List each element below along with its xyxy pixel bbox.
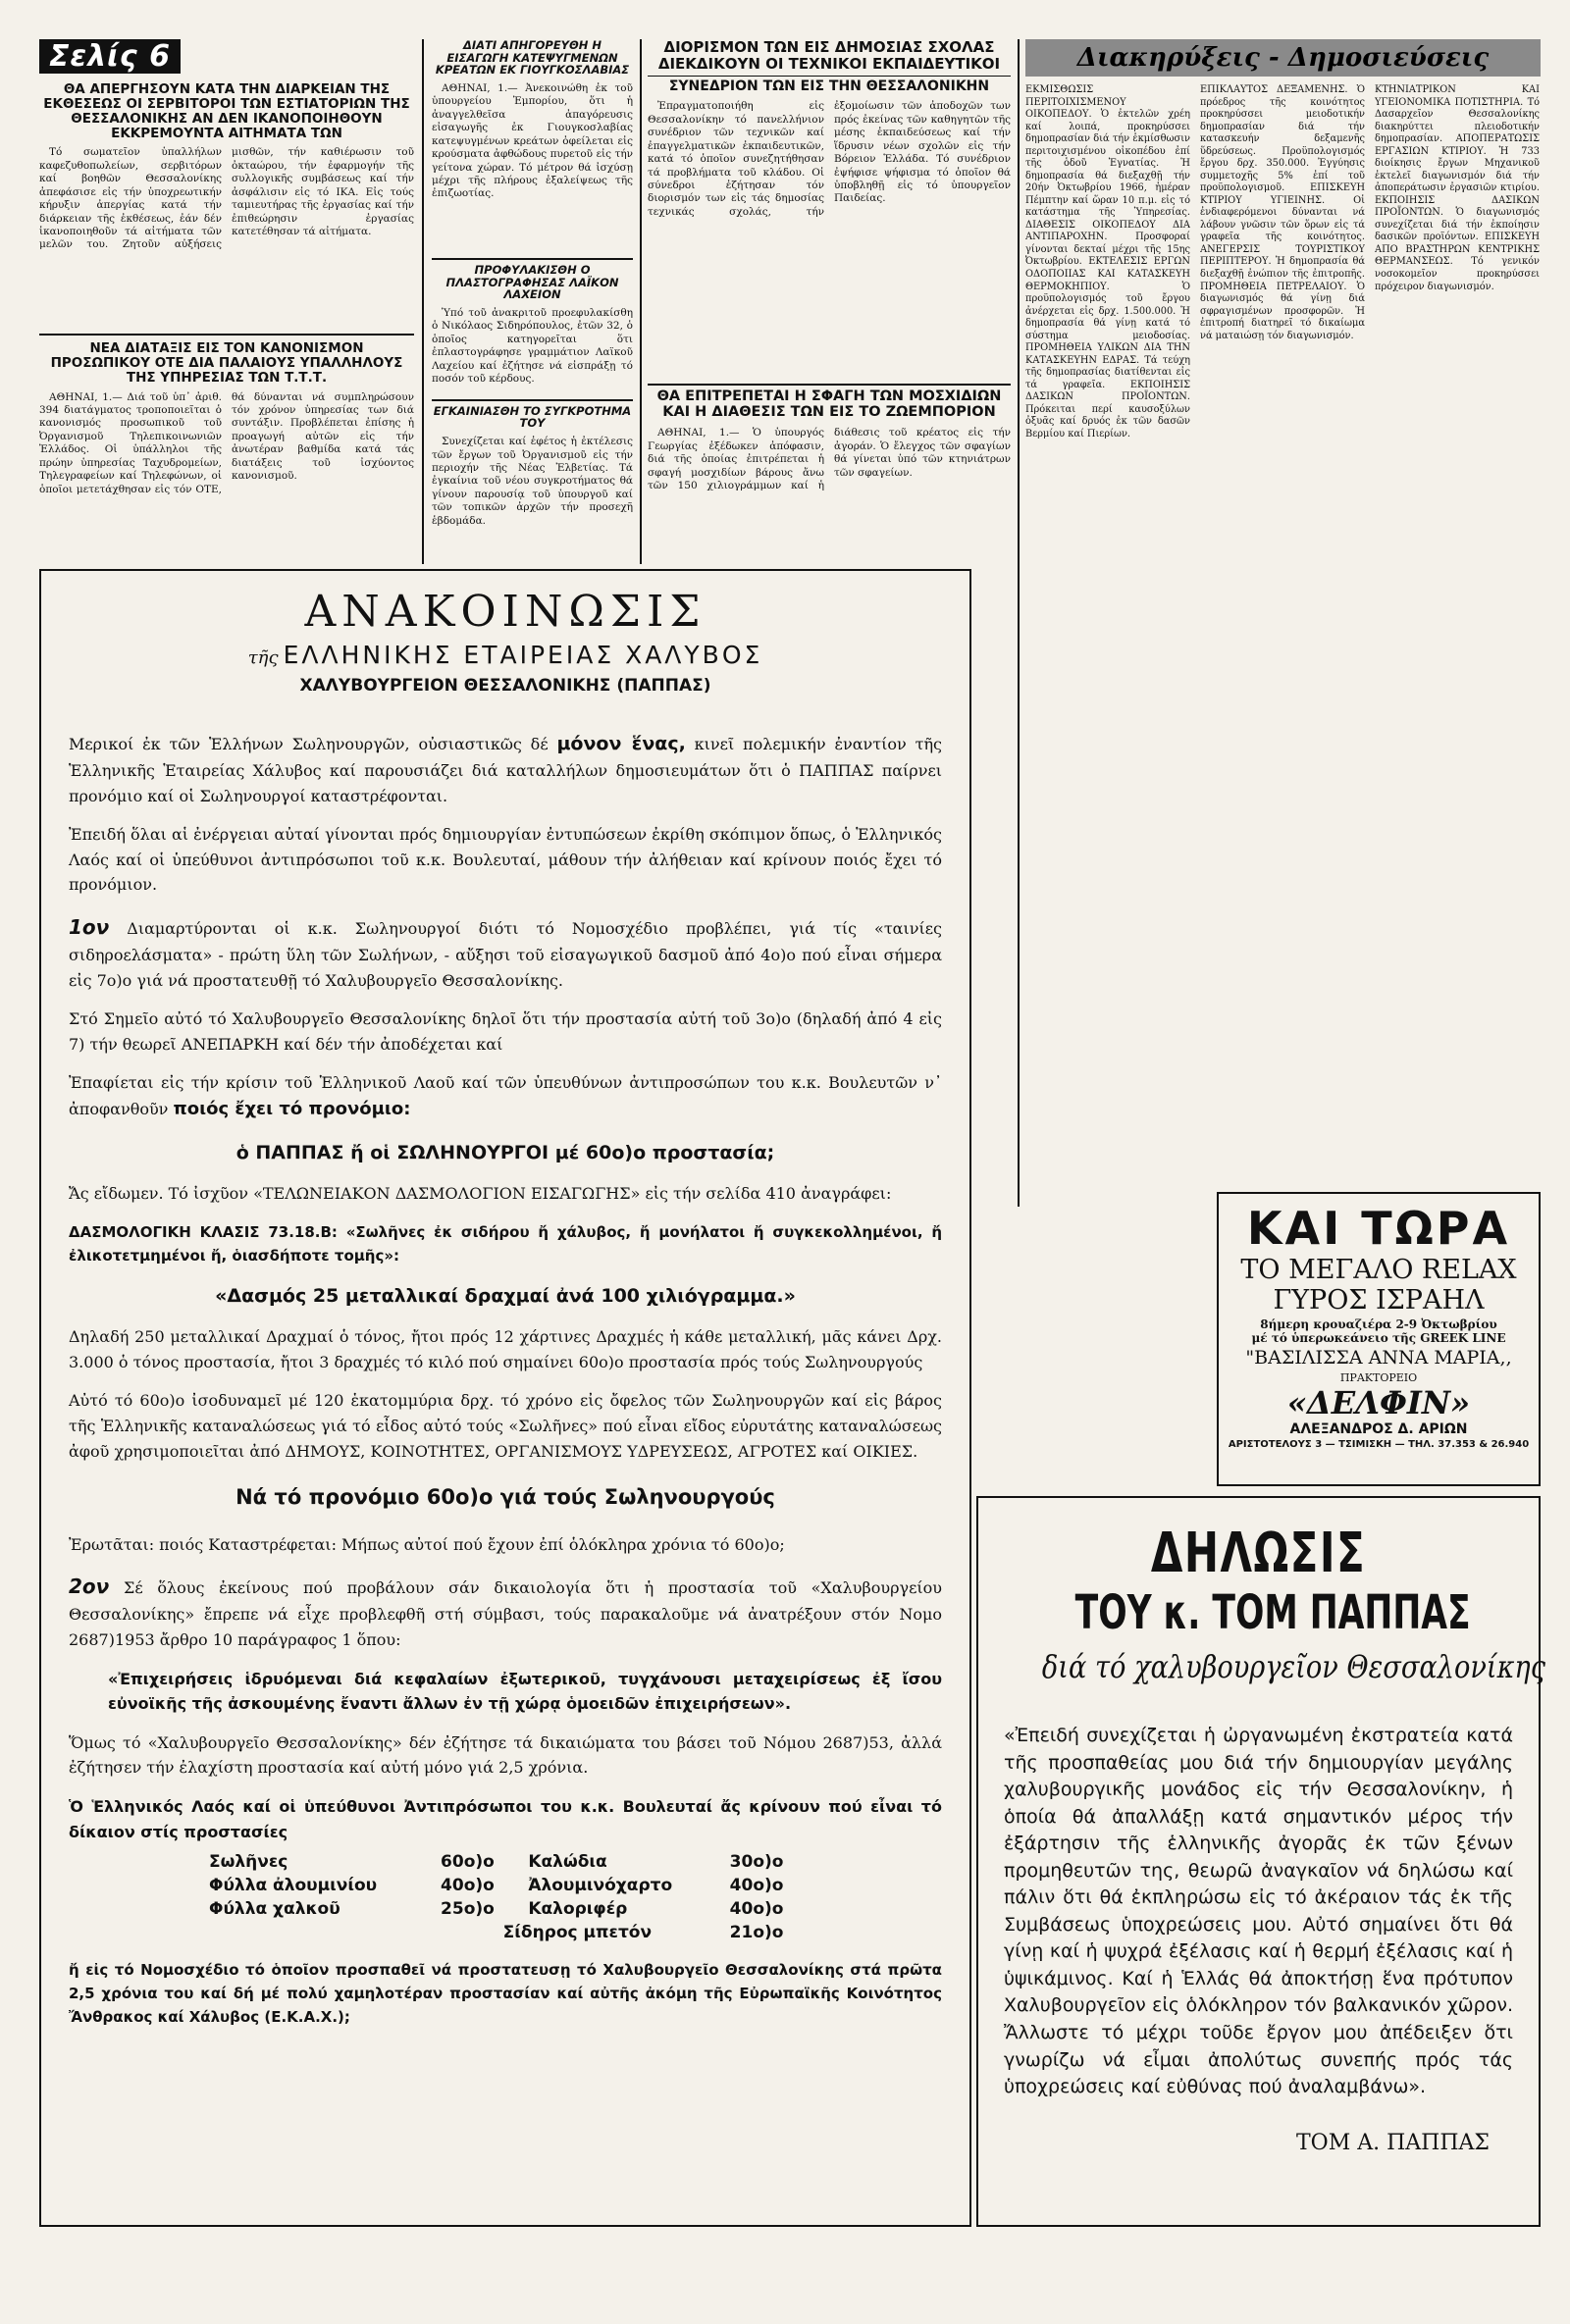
ann-para-12: Νά τό προνόμιο 60ο)ο γιά τούς Σωληνουργούς (236, 1485, 775, 1510)
statement-author: ΤΟΥ κ. ΤΟΜ ΠΑΠΠΑΣ (1074, 1585, 1471, 1640)
ad-headline: ΚΑΙ ΤΩΡΑ (1246, 1202, 1511, 1255)
ann-para-16: Ὅμως τό «Χαλυβουργεῖο Θεσσαλονίκης» δέν ἐζήτησε τά δικαιώματα του βάσει τοῦ Νόμου 2687)53, ἀλλά ἐζήτησεν τήν ἐλαχίστη προστασία καί αὐτή μόνο γιά 2,5 χρόνια. (69, 1732, 942, 1778)
article-teachers (648, 39, 1011, 525)
statement-body: «Ἐπειδή συνεχίζεται ἡ ὠργανωμένη ἐκστρατεία κατά τῆς προσπαθείας μου διά τήν δημιουργίαν μεγάλης χαλυβουργικῆς μονάδος εἰς τήν Θεσσαλονίκην, ἡ ὁποία θά ἀπαλλάξῃ κατά σημαντικόν μέρος τήν ἐξάρτησιν τῆς ἑλληνικῆς ἀγορᾶς ἐκ τῶν ξένων προμηθευτῶν της, θεωρῶ ἀναγκαῖον νά δηλώσω καί πάλιν ὅτι θά ἐκπληρώσω εἰς τό ἀκέραιον τάς ἐκ τῆς Συμβάσεως ὑποχρεώσεις μου. Αὐτό σημαίνει ὅτι θά γίνῃ καί ἡ ψυχρά ἐξέλασις καί ἡ θερμή ἐξέλασις καί ἡ ὑψικάμινος. Καί ἡ Ἑλλάς θά ἀποκτήσῃ ἕνα πρότυπον Χαλυβουργεῖον εἰς ὁλόκληρον τόν βαλκανικόν χῶρον. Ἄλλωστε τό μέχρι τοῦδε ἔργον μου ἀπέδειξεν ὅτι γνωρίζω νά εἶμαι ἀπολύτως συνεπής πρός τάς ὑποχρεώσεις καί εὐθύνας πού ἀναλαμβάνω». (1004, 1725, 1513, 2098)
divider (432, 258, 633, 260)
ad-ship-name: "ΒΑΣΙΛΙΣΣΑ ΑΝΝΑ ΜΑΡΙΑ,, (1245, 1347, 1512, 1369)
ad-israel: ΓΥΡΟΣ ΙΣΡΑΗΛ (1273, 1285, 1485, 1316)
ann-para-1: Μερικοί ἐκ τῶν Ἑλλήνων Σωληνουργῶν, οὐσιαστικῶς δέ μόνον ἕνας, κινεῖ πολεμικήν ἐναντίον τῆς Ἑλληνικῆς Ἑταιρείας Χάλυβος καί παρουσιάζει διά καταλλήλων δημοσιευμάτων ὅτι ὁ ΠΑΠΠΑΣ παίρνει προνόμιο καί οἱ Σωληνουργοί καταστρέφονται. (69, 732, 942, 805)
announcement-body (69, 729, 942, 2029)
article-strike (39, 82, 414, 284)
article-ote-body: ΑΘΗΝΑΙ, 1.— Διά τοῦ ὑπ᾽ ἀριθ. 394 διατάγματος τροποποιεῖται ὁ κανονισμός προσωπικοῦ τοῦ Ὀργανισμοῦ Τηλεπικοινωνιῶν Ἑλλάδος. Οἱ ὑπάλληλοι τῆς πρώην ὑπηρεσίας Ταχυδρομείων, Τηλεγραφείων καί Τηλεφώνων, οἱ ὁποῖοι μετετάχθησαν εἰς τόν ΟΤΕ, θά δύνανται νά συμπληρώσουν τόν χρόνον ὑπηρεσίας των διά συντάξιν. Προβλέπεται ἐπίσης ἡ προαγωγή αὐτῶν εἰς τήν ἀνωτέραν βαθμίδα κατά τάς διατάξεις τοῦ ἰσχύοντος κανονισμοῦ. (39, 390, 414, 495)
article-teachers-body: Ἐπραγματοποιήθη εἰς Θεσσαλονίκην τό πανελλήνιον συνέδριον τῶν τεχνικῶν καί ἐπαγγελματικῶν ἐκπαιδευτικῶν, κατά τό ὁποῖον συνεζητήθησαν τά προβλήματα τοῦ κλάδου. Οἱ σύνεδροι ἐζήτησαν τόν διορισμόν των εἰς τάς δημοσίας τεχνικάς σχολάς, τήν ἐξομοίωσιν τῶν ἀποδοχῶν των πρός ἐκείνας τῶν καθηγητῶν τῆς μέσης ἐκπαιδεύσεως καί τήν ἵδρυσιν νέων σχολῶν εἰς τήν Βόρειον Ἑλλάδα. Τό συνέδριον ἐψήφισε ψήφισμα τό ὁποῖον θά ὑποβληθῇ εἰς τό ὑπουργεῖον Παιδείας. (648, 100, 1011, 218)
ad-agency-label: ΠΡΑΚΤΟΡΕΙΟ (1339, 1371, 1418, 1384)
article-complex-body: Συνεχίζεται καί ἐφέτος ἡ ἐκτέλεσις τῶν ἔργων τοῦ Ὀργανισμοῦ εἰς τήν περιοχήν τῆς Νέας Ἐλβετίας. Τά ἐγκαίνια τοῦ νέου συγκροτήματος θά γίνουν παρουσίᾳ τοῦ ὑπουργοῦ καί τῶν τοπικῶν ἀρχῶν τήν προσεχῆ ἑβδομάδα. (432, 436, 633, 527)
ann-para-9: «Δασμός 25 μεταλλικαί δραχμαί ἀνά 100 χιλιόγραμμα.» (215, 1284, 796, 1307)
newspaper-page (39, 38, 1545, 2296)
ann-para-17: Ὁ Ἑλληνικός Λαός καί οἱ ὑπεύθυνοι Ἀντιπρόσωποι του κ.κ. Βουλευταί ἄς κρίνουν πού εἶναι τό δίκαιον στίς προστασίες (69, 1796, 942, 1841)
divider (1018, 39, 1020, 1207)
ann-para-8: ΔΑΣΜΟΛΟΓΙΚΗ ΚΛΑΣΙΣ 73.18.Β: «Σωλῆνες ἐκ σιδήρου ἤ χάλυβος, ἤ μονήλατοι ἤ συγκεκολλημένοι, ἤ ἐλικοτετμημένοι ἤ, ὁιασδήποτε τομῆς»: (69, 1222, 942, 1265)
announcement-subtitle: ΧΑΛΥΒΟΥΡΓΕΙΟΝ ΘΕΣΣΑΛΟΝΙΚΗΣ (ΠΑΠΠΑΣ) (299, 676, 711, 696)
statement-subject: διά τό χαλυβουργεῖον Θεσσαλονίκης (1041, 1648, 1545, 1685)
article-ote (39, 341, 414, 568)
article-teachers-title: ΔΙΟΡΙΣΜΟΝ ΤΩΝ ΕΙΣ ΔΗΜΟΣΙΑΣ ΣΧΟΛΑΣ ΔΙΕΚΔΙΚΟΥΝ ΟΙ ΤΕΧΝΙΚΟΙ ΕΚΠΑΙΔΕΥΤΙΚΟΙ (657, 38, 1001, 73)
masthead (39, 39, 414, 74)
ann-para-15: «Ἐπιχειρήσεις ἱδρυόμεναι διά κεφαλαίων ἐξωτερικοῦ, τυγχάνουσι μεταχειρίσεως ἐξ ἴσου εὐνοϊκῆς τῆς ἀσκουμένης ἔναντι ἄλλων ἐν τῇ χώρᾳ ὁμοειδῶν ἐπιχειρήσεων». (108, 1669, 942, 1714)
classifieds-col-3: ΚΤΗΝΙΑΤΡΙΚΟΝ ΚΑΙ ΥΓΕΙΟΝΟΜΙΚΑ ΠΟΤΙΣΤΗΡΙΑ. Τό Δασαρχεῖον Θεσσαλονίκης διακηρύττει πλειοδοτικήν δημοπρασίαν. ΑΠΟΠΕΡΑΤΩΣΙΣ ΕΡΓΑΣΙΩΝ ΚΤΙΡΙΟΥ. Ἡ 733 διοίκησις ἔργων Μηχανικοῦ ἐκτελεῖ διαγωνισμόν διά τήν ἀποπεράτωσιν ἐργασιῶν κτιρίου. ΕΚΠΟΙΗΣΙΣ ΔΑΣΙΚΩΝ ΠΡΟΪΟΝΤΩΝ. Ὁ διαγωνισμός συνεχίζεται διά τήν ἐκποίησιν δασικῶν προϊόντων. ΕΠΙΣΚΕΥΗ ΑΠΟ ΒΡΑΣΤΗΡΩΝ ΚΕΝΤΡΙΚΗΣ ΘΕΡΜΑΝΣΕΩΣ. Τό γενικόν νοσοκομεῖον προκηρύσσει πρόχειρον διαγωνισμόν. (1375, 84, 1540, 292)
divider (640, 39, 642, 564)
ann-para-7: Ἄς εἴδωμεν. Τό ἰσχῦον «ΤΕΛΩΝΕΙΑΚΟΝ ΔΑΣΜΟΛΟΓΙΟΝ ΕΙΣΑΓΩΓΗΣ» εἰς τήν σελίδα 410 ἀναγράφει: (69, 1184, 892, 1204)
announcement-company-name: ΕΛΛΗΝΙΚΗΣ ΕΤΑΙΡΕΙΑΣ ΧΑΛΥΒΟΣ (283, 641, 763, 669)
article-lottery-body: Ὑπό τοῦ ἀνακριτοῦ προεφυλακίσθη ὁ Νικόλαος Σιδηρόπουλος, ἐτῶν 32, ὁ ὁποῖος κατηγορεῖται ὅτι ἐπλαστογράφησε γραμμάτιον Λαϊκοῦ Λαχείου καί ἐζήτησε νά εἰσπράξῃ τό ποσόν τοῦ κέρδους. (432, 306, 633, 386)
table-row: Σωλῆνες 60ο)ο Καλώδια 30ο)ο (209, 1852, 784, 1873)
article-calves-body: ΑΘΗΝΑΙ, 1.— Ὁ ὑπουργός Γεωργίας ἐξέδωκεν ἀπόφασιν, διά τῆς ὁποίας ἐπιτρέπεται ἡ σφαγή μοσχιδίων βάρους ἄνω τῶν 150 χιλιογράμμων καί ἡ διάθεσις τοῦ κρέατος εἰς τήν ἀγοράν. Ὁ ἔλεγχος τῶν σφαγίων θά γίνεται ὑπό τῶν κτηνιάτρων τῶν σφαγείων. (648, 427, 1011, 492)
announcement-title: ΑΝΑΚΟΙΝΩΣΙΣ (304, 587, 706, 637)
ann-para-5: Ἐπαφίεται εἰς τήν κρίσιν τοῦ Ἑλληνικοῦ Λαοῦ καί τῶν ὑπευθύνων ἀντιπροσώπων του κ.κ. Βουλευτῶν ν᾽ ἀποφανθοῦν ποιός ἔχει τό προνόμιο: (69, 1073, 942, 1120)
divider (648, 384, 1011, 386)
announcement-company-prefix: τῆς (247, 647, 279, 668)
ann-para-2: Ἐπειδή ὅλαι αἱ ἐνέργειαι αὐταί γίνονται πρός δημιουργίαν ἐντυπώσεων ἐκρίθη σκόπιμον ὅπως, ὁ Ἑλληνικός Λαός καί οἱ ὑπεύθυνοι ἀντιπρόσωποι τοῦ κ.κ. Βουλευταί, μάθουν τήν ἀλήθειαν καί κρίνουν ποιός ἔχει τό προνόμιον. (69, 825, 942, 895)
ann-para-4: Στό Σημεῖο αὐτό τό Χαλυβουργεῖο Θεσσαλονίκης δηλοῖ ὅτι τήν προστασία αὐτή τοῦ 3ο)ο (δηλαδή ἀπό 4 εἰς 7) τήν θεωρεῖ ΑΝΕΠΑΡΚΗ καί δέν τήν ἀποδέχεται καί (69, 1009, 942, 1054)
statement-title: ΔΗΛΩΣΙΣ (1150, 1522, 1367, 1585)
classifieds-section (1025, 39, 1541, 1203)
travel-ad (1217, 1192, 1541, 1486)
article-teachers-subtitle: ΣΥΝΕΔΡΙΟΝ ΤΩΝ ΕΙΣ ΤΗΝ ΘΕΣΣΑΛΟΝΙΚΗΝ (648, 76, 1011, 94)
article-calves-title: ΘΑ ΕΠΙΤΡΕΠΕΤΑΙ Η ΣΦΑΓΗ ΤΩΝ ΜΟΣΧΙΔΙΩΝ ΚΑΙ Η ΔΙΑΘΕΣΙΣ ΤΩΝ ΕΙΣ ΤΟ ΖΩΕΜΠΟΡΙΟΝ (656, 388, 1002, 421)
article-strike-body: Τό σωματεῖον ὑπαλλήλων καφεζυθοπωλείων, σερβιτόρων καί βοηθῶν Θεσσαλονίκης ἀπεφάσισε εἰς τήν ὑποχρεωτικήν κήρυξιν ἀπεργίας κατά τήν διάρκειαν τῆς ἐκθέσεως, ἐάν δέν ἱκανοποιηθοῦν τά αἰτήματα τῶν μελῶν του. Ζητοῦν αὐξήσεις μισθῶν, τήν καθιέρωσιν τοῦ ὀκταώρου, τήν ἐφαρμογήν τῆς συλλογικῆς συμβάσεως καί τήν ἀσφάλισιν εἰς τό ΙΚΑ. Εἰς τούς ταμιευτήρας τῆς ἐργασίας καί τήν ἐπιθεώρησιν ἐργασίας κατετέθησαν τά αἰτήματα. (39, 146, 414, 251)
announcement-box (39, 569, 971, 2227)
table-row: Φύλλα ἀλουμινίου 40ο)ο Ἀλουμινόχαρτο 40ο)ο (209, 1876, 784, 1896)
ann-para-18: ἤ εἰς τό Νομοσχέδιο τό ὁποῖον προσπαθεῖ νά προστατευσῃ τό Χαλυβουργεῖο Θεσσαλονίκης στά πρῶτα 2,5 χρόνια του καί δή μέ πολύ χαμηλοτέραν προστασίαν καί αὐτῆς ἀκόμη τῆς Εὐρωπαϊκῆς Κοινότητος Ἄνθρακος καί Χάλυβος (Ε.Κ.Α.Χ.); (69, 1961, 942, 2027)
ad-owner: ΑΛΕΞΑΝΔΡΟΣ Δ. ΑΡΙΩΝ (1289, 1421, 1468, 1437)
divider (432, 399, 633, 401)
ann-para-13: Ἐρωτᾶται: ποιός Καταστρέφεται: Μήπως αὐτοί πού ἔχουν ἐπί ὁλόκληρα χρόνια τό 60ο)ο; (69, 1534, 785, 1554)
table-row: Σίδηρος μπετόν 21ο)ο (502, 1923, 784, 1943)
classifieds-col-1: ΕΚΜΙΣΘΩΣΙΣ ΠΕΡΙΤΟΙΧΙΣΜΕΝΟΥ ΟΙΚΟΠΕΔΟΥ. Ὁ ἐκτελῶν χρέη καί λοιπά, προκηρύσσει δημοπρασίαν διά τήν ἐκμίσθωσιν περιτοιχισμένου οἰκοπέδου ἐπί τῆς ὁδοῦ Ἐγνατίας. Ἡ δημοπρασία θά διεξαχθῇ τήν 20ήν Ὀκτωβρίου 1966, ἡμέραν Πέμπτην καί ὥραν 10 π.μ. εἰς τό κατάστημα τῆς Ὑπηρεσίας. ΔΙΑΘΕΣΙΣ ΟΙΚΟΠΕΔΟΥ ΔΙΑ ΑΝΤΙΠΑΡΟΧΗΝ. Προσφοραί γίνονται δεκταί μέχρι τῆς 15ης Ὀκτωβρίου. ΕΚΤΕΛΕΣΙΣ ΕΡΓΩΝ ΟΔΟΠΟΙΙΑΣ ΚΑΙ ΚΑΤΑΣΚΕΥΗ ΘΕΡΜΟΚΗΠΙΟΥ. Ὁ προϋπολογισμός τοῦ ἔργου ἀνέρχεται εἰς δρχ. 1.500.000. Ἡ δημοπρασία θά γίνῃ κατά τό σύστημα μειοδοσίας. ΠΡΟΜΗΘΕΙΑ ΥΛΙΚΩΝ ΔΙΑ ΤΗΝ ΚΑΤΑΣΚΕΥΗΝ ΕΔΡΑΣ. Τά τεύχη τῆς δημοπρασίας διατίθενται εἰς τά γραφεῖα. ΕΚΠΟΙΗΣΙΣ ΔΑΣΙΚΩΝ ΠΡΟΪΟΝΤΩΝ. Πρόκειται περί καυσοξύλων ὀξυᾶς καί δρυός ἐκ τῶν δασῶν Βερμίου καί Πιερίων. (1025, 84, 1190, 439)
article-strike-title: ΘΑ ΑΠΕΡΓΗΣΟΥΝ ΚΑΤΑ ΤΗΝ ΔΙΑΡΚΕΙΑΝ ΤΗΣ ΕΚΘΕΣΕΩΣ ΟΙ ΣΕΡΒΙΤΟΡΟΙ ΤΩΝ ΕΣΤΙΑΤΟΡΙΩΝ ΤΗΣ ΘΕΣΣΑΛΟΝΙΚΗΣ ΑΝ ΔΕΝ ΙΚΑΝΟΠΟΙΗΘΟΥΝ ΕΚΚΡΕΜΟΥΝΤΑ ΑΙΤΗΜΑΤΑ ΤΩΝ (43, 81, 410, 141)
ann-para-10: Δηλαδή 250 μεταλλικαί Δραχμαί ὁ τόνος, ἤτοι πρός 12 χάρτινες Δραχμές ἡ κάθε μεταλλική, μᾶς κάνει Δρχ. 3.000 ὁ τόνος προστασία, ἤτοι 3 δραχμές τό κιλό πού σημαίνει 60ο)ο προστασία πρός τούς Σωληνουργούς (69, 1327, 942, 1371)
divider (39, 334, 414, 336)
article-lottery-title: ΠΡΟΦΥΛΑΚΙΣΘΗ Ο ΠΛΑΣΤΟΓΡΑΦΗΣΑΣ ΛΑΪΚΟΝ ΛΑΧΕΙΟΝ (445, 262, 619, 302)
ann-para-11: Αὐτό τό 60ο)ο ἰσοδυναμεῖ μέ 120 ἑκατομμύρια δρχ. τό χρόνο εἰς ὄφελος τῶν Σωληνουργῶν καί εἰς βάρος τῆς Ἑλληνικῆς καταναλώσεως γιά τό εἶδος αὐτό τούς «Σωλῆνες» πού εἶναι εἴδος εὐρυτάτης καταναλώσεως ἀφοῦ χρησιμοποιεῖται ἀπό ΔΗΜΟΥΣ, ΚΟΙΝΟΤΗΤΕΣ, ΟΡΓΑΝΙΣΜΟΥΣ ΥΔΡΕΥΣΕΩΣ, ΑΓΡΟΤΕΣ καί ΟΙΚΙΕΣ. (69, 1391, 942, 1461)
ad-cruise: 8ήμερη κρουαζιέρα 2-9 Ὀκτωβρίου (1260, 1317, 1497, 1331)
protection-table (201, 1850, 810, 1944)
article-meat-body: ΑΘΗΝΑΙ, 1.— Ἀνεκοινώθη ἐκ τοῦ ὑπουργείου Ἐμπορίου, ὅτι ἡ ἀναγγελθεῖσα ἀπαγόρευσις εἰσαγωγῆς ἐκ Γιουγκοσλαβίας κατεψυγμένων κρεάτων ὀφείλεται εἰς κρούσματα ἀφθώδους πυρετοῦ εἰς τήν γείτονα χώραν. Τό μέτρον θά ἰσχύσῃ μέχρι τῆς πλήρους ἐξαλείψεως τῆς ἐπιζωοτίας. (432, 81, 633, 200)
statement-signature: ΤΟΜ Α. ΠΑΠΠΑΣ (1296, 2130, 1490, 2155)
ann-para-3: 1ον Διαμαρτύρονται οἱ κ.κ. Σωληνουργοί διότι τό Νομοσχέδιο προβλέπει, γιά τίς «ταινίες σιδηροελάσματα» - πρώτη ὕλη τῶν Σωλήνων, - αὔξησι τοῦ εἰσαγωγικοῦ δασμοῦ ἀπό 4ο)ο πού εἶναι σήμερα εἰς 7ο)ο γιά νά προστατευθῇ τό Χαλυβουργεῖο Θεσσαλονίκης. (69, 915, 942, 990)
page-number-label: Σελίς 6 (39, 39, 181, 74)
announcement-company (69, 641, 942, 669)
ann-para-14: 2ον Σέ ὅλους ἐκείνους πού προβάλουν σάν δικαιολογία ὅτι ἡ προστασία τοῦ «Χαλυβουργείου Θεσσαλονίκης» ἔπρεπε νά εἶχε προβλεφθῆ στή σύμβασι, τούς παρακαλοῦμε νά ἀνατρέξουν στόν Νομο 2687)1953 ἄρθρο 10 παράγραφος 1 ὅπου: (69, 1575, 942, 1649)
statement-box (976, 1496, 1545, 2227)
ad-address: ΑΡΙΣΤΟΤΕΛΟΥΣ 3 — ΤΣΙΜΙΣΚΗ — ΤΗΛ. 37.353 & 26.940 (1228, 1439, 1530, 1450)
classifieds-columns (1025, 84, 1541, 1203)
article-meat-title: ΔΙΑΤΙ ΑΠΗΓΟΡΕΥΘΗ Η ΕΙΣΑΓΩΓΗ ΚΑΤΕΨΥΓΜΕΝΩΝ ΚΡΕΑΤΩΝ ΕΚ ΓΙΟΥΓΚΟΣΛΑΒΙΑΣ (435, 38, 630, 77)
ad-relax: ΤΟ ΜΕΓΑΛΟ RELAX (1240, 1255, 1517, 1285)
divider (422, 39, 424, 564)
article-ote-title: ΝΕΑ ΔΙΑΤΑΞΙΣ ΕΙΣ ΤΟΝ ΚΑΝΟΝΙΣΜΟΝ ΠΡΟΣΩΠΙΚΟΥ ΟΤΕ ΔΙΑ ΠΑΛΑΙΟΥΣ ΥΠΑΛΛΗΛΟΥΣ ΤΗΣ ΥΠΗΡΕΣΙΑΣ ΤΩΝ Τ.Τ.Τ. (50, 340, 403, 386)
classifieds-banner: Διακηρύξεις - Δημοσιεύσεις (1025, 39, 1541, 77)
ad-ship: μέ τό ὑπερωκεάνειο τῆς GREEK LINE (1251, 1331, 1506, 1345)
ann-para-6: ὁ ΠΑΠΠΑΣ ἤ οἱ ΣΩΛΗΝΟΥΡΓΟΙ μέ 60ο)ο προστασία; (236, 1141, 775, 1163)
ad-agency-name: «ΔΕΛΦΙΝ» (1286, 1384, 1471, 1421)
classifieds-col-2: ΕΠΙΚΛΑΥΤΟΣ ΔΕΞΑΜΕΝΗΣ. Ὁ πρόεδρος τῆς κοινότητος προκηρύσσει μειοδοτικήν δημοπρασίαν διά τήν κατασκευήν δεξαμενῆς ὕδρεύσεως. Προϋπολογισμός ἔργου δρχ. 350.000. Ἐγγύησις συμμετοχῆς 5% ἐπί τοῦ προϋπολογισμοῦ. ΕΠΙΣΚΕΥΗ ΚΤΙΡΙΟΥ ΥΓΙΕΙΝΗΣ. Οἱ ἐνδιαφερόμενοι δύνανται νά λάβουν γνῶσιν τῶν ὅρων εἰς τά γραφεῖα τῆς κοινότητος. ΑΝΕΓΕΡΣΙΣ ΤΟΥΡΙΣΤΙΚΟΥ ΠΕΡΙΠΤΕΡΟΥ. Ἡ δημοπρασία θά διεξαχθῇ ἐνώπιον τῆς ἐπιτροπῆς. ΠΡΟΜΗΘΕΙΑ ΠΕΤΡΕΛΑΙΟΥ. Ὁ διαγωνισμός θά γίνῃ διά σφραγισμένων προσφορῶν. Ἡ ἐπιτροπή διατηρεῖ τό δικαίωμα νά ματαιώσῃ τόν διαγωνισμόν. (1200, 84, 1365, 341)
table-row: Φύλλα χαλκοῦ 25ο)ο Καλοριφέρ 40ο)ο (209, 1899, 784, 1920)
article-complex-title: ΕΓΚΑΙΝΙΑΣΘΗ ΤΟ ΣΥΓΚΡΟΤΗΜΑ ΤΟΥ (433, 403, 632, 431)
article-meat (432, 39, 633, 534)
